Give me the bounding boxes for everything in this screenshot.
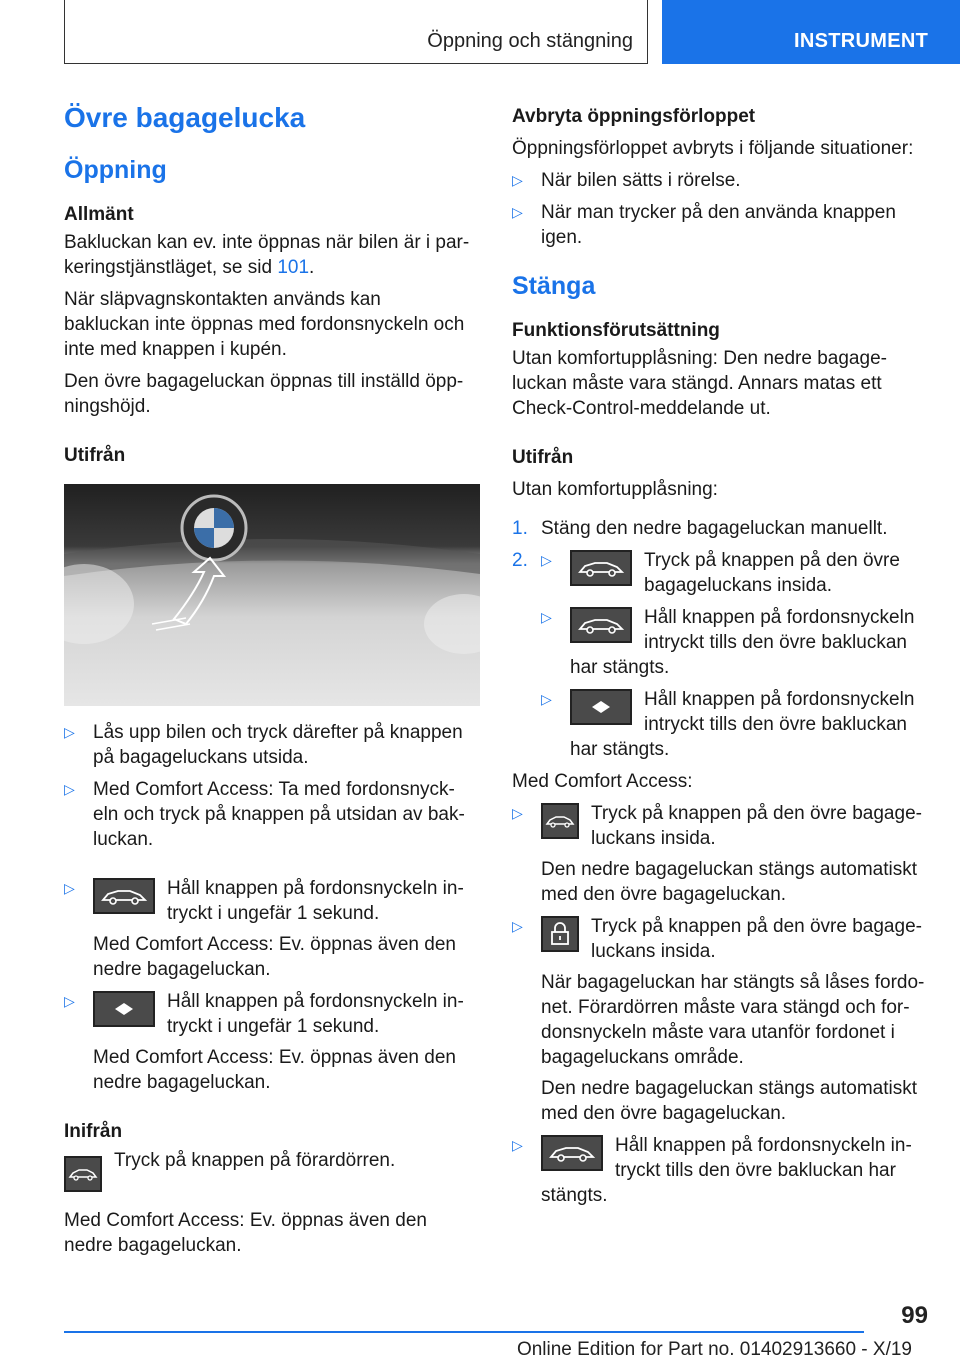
edition-footer: Online Edition for Part no. 01402913660 - X/19 (516, 1339, 912, 1360)
driver-door-trunk-button-icon (64, 1156, 102, 1192)
step2-option-a: ▷ Tryck på knappen på den övre bagageluckans insida. (541, 550, 900, 596)
general-paragraph-3: Den övre bagageluckan öppnas till inställd öpp-ningshöjd. (64, 371, 464, 417)
section-closing-title: Stänga (512, 272, 596, 300)
abort-intro: Öppningsförloppet avbryts i följande situationer: (512, 138, 914, 159)
footer-divider (64, 1331, 864, 1333)
general-heading: Allmänt (64, 204, 134, 225)
func-text: Utan komfortupplåsning: Den nedre bagage-luckan måste vara stängd. Annars matas ett Check-Control-meddelande ut. (512, 348, 887, 419)
key-diamond-button-icon (93, 991, 155, 1027)
triangle-bullet-icon: ▷ (541, 691, 552, 707)
page-link-101[interactable]: 101 (277, 257, 310, 278)
outside-bullet-2: ▷ Med Comfort Access: Ta med fordonsnyck-eln och tryck på knappen på utsidan av bak-luckan. (64, 779, 465, 850)
header-chapter-tab[interactable] (662, 0, 960, 64)
triangle-bullet-icon: ▷ (64, 724, 75, 740)
trunk-photo-illustration (64, 484, 480, 706)
inside-instruction: Tryck på knappen på förardörren. (64, 1148, 470, 1196)
key-trunk-button-icon (93, 878, 155, 914)
trunk-button-photo (64, 484, 480, 706)
inside-note: Med Comfort Access: Ev. öppnas även den nedre bagageluckan. (64, 1210, 427, 1256)
right-column (512, 100, 926, 1208)
header-chapter-label: INSTRUMENT (794, 30, 929, 52)
general-paragraph-2: När släpvagnskontakten används kan bakluckan inte öppnas med fordonsnyckeln och inte med knappen i kupén. (64, 289, 465, 360)
abort-heading: Avbryta öppningsförloppet (512, 106, 756, 127)
page-title: Övre bagagelucka (64, 102, 306, 133)
close-step-2: 2. ▷ Tryck på knappen på den övre bagageluckans insida. ▷ Håll knappen på fordonsnyckeln intryckt tills den övre bakluckan har stängts. ▷ Håll knappen på fordonsnyckeln intryckt tills den övre bakluckan har stängts. (512, 548, 926, 762)
header-section-box (64, 0, 648, 64)
triangle-bullet-icon: ▷ (541, 552, 552, 568)
step2-option-c: ▷ Håll knappen på fordonsnyckeln intryckt tills den övre bakluckan har stängts. (541, 689, 915, 760)
close-step-1: 1. Stäng den nedre bagageluckan manuellt. (512, 518, 888, 539)
abort-bullet-2: ▷ När man trycker på den använda knappen igen. (512, 202, 896, 248)
close-outside-intro: Utan komfortupplåsning: (512, 479, 718, 500)
func-heading: Funktionsförutsättning (512, 320, 720, 341)
general-paragraph-1: Bakluckan kan ev. inte öppnas när bilen är i par-keringstjänstläget, se sid 101. (64, 232, 470, 278)
lock-button-icon (541, 916, 579, 952)
comfort-option-b: ▷ Tryck på knappen på den övre bagage-luckans insida. När bagageluckan har stängts så låses fordo-net. Förardörren måste vara stängd och for-donsnyckeln måste vara utanför fordonet i bagageluckans område. Den nedre bagageluckan stängs automatiskt med den övre bagageluckan. (512, 916, 925, 1124)
triangle-bullet-icon: ▷ (512, 918, 523, 934)
inside-heading: Inifrån (64, 1121, 123, 1142)
left-column (64, 100, 470, 1258)
section-opening-title: Öppning (64, 156, 167, 184)
close-outside-heading: Utifrån (512, 447, 574, 468)
header-section-title: Öppning och stängning (427, 30, 633, 52)
abort-bullet-1: ▷ När bilen sätts i rörelse. (512, 170, 741, 191)
triangle-bullet-icon: ▷ (512, 1137, 523, 1153)
comfort-intro: Med Comfort Access: (512, 771, 693, 792)
key-trunk-button-icon (541, 1135, 603, 1171)
key-trunk-button-icon (570, 607, 632, 643)
page-number: 99 (901, 1302, 928, 1329)
inside-trunk-button-icon (541, 803, 579, 839)
triangle-bullet-icon: ▷ (64, 781, 75, 797)
triangle-bullet-icon: ▷ (512, 204, 523, 220)
comfort-option-a: ▷ Tryck på knappen på den övre bagage-luckans insida. Den nedre bagageluckan stängs automatiskt med den övre bagageluckan. (512, 803, 922, 905)
key-diamond-button-icon (570, 689, 632, 725)
outside-bullet-1: ▷ Lås upp bilen och tryck därefter på knappen på bagageluckans utsida. (64, 722, 463, 768)
inside-trunk-button-icon (570, 550, 632, 586)
triangle-bullet-icon: ▷ (512, 805, 523, 821)
triangle-bullet-icon: ▷ (541, 609, 552, 625)
comfort-option-c: ▷ Håll knappen på fordonsnyckeln in-tryckt tills den övre bakluckan har stängts. (512, 1135, 912, 1206)
triangle-bullet-icon: ▷ (64, 880, 75, 896)
step2-option-b: ▷ Håll knappen på fordonsnyckeln intryckt tills den övre bakluckan har stängts. (541, 607, 915, 678)
triangle-bullet-icon: ▷ (64, 993, 75, 1009)
outside-icon-bullet-1: ▷ Håll knappen på fordonsnyckeln in-tryckt i ungefär 1 sekund. Med Comfort Access: Ev. öppnas även den nedre bagageluckan. (64, 878, 464, 980)
triangle-bullet-icon: ▷ (512, 172, 523, 188)
outside-icon-bullet-2: ▷ Håll knappen på fordonsnyckeln in-tryckt i ungefär 1 sekund. Med Comfort Access: Ev. öppnas även den nedre bagageluckan. (64, 991, 464, 1093)
outside-heading: Utifrån (64, 445, 126, 466)
